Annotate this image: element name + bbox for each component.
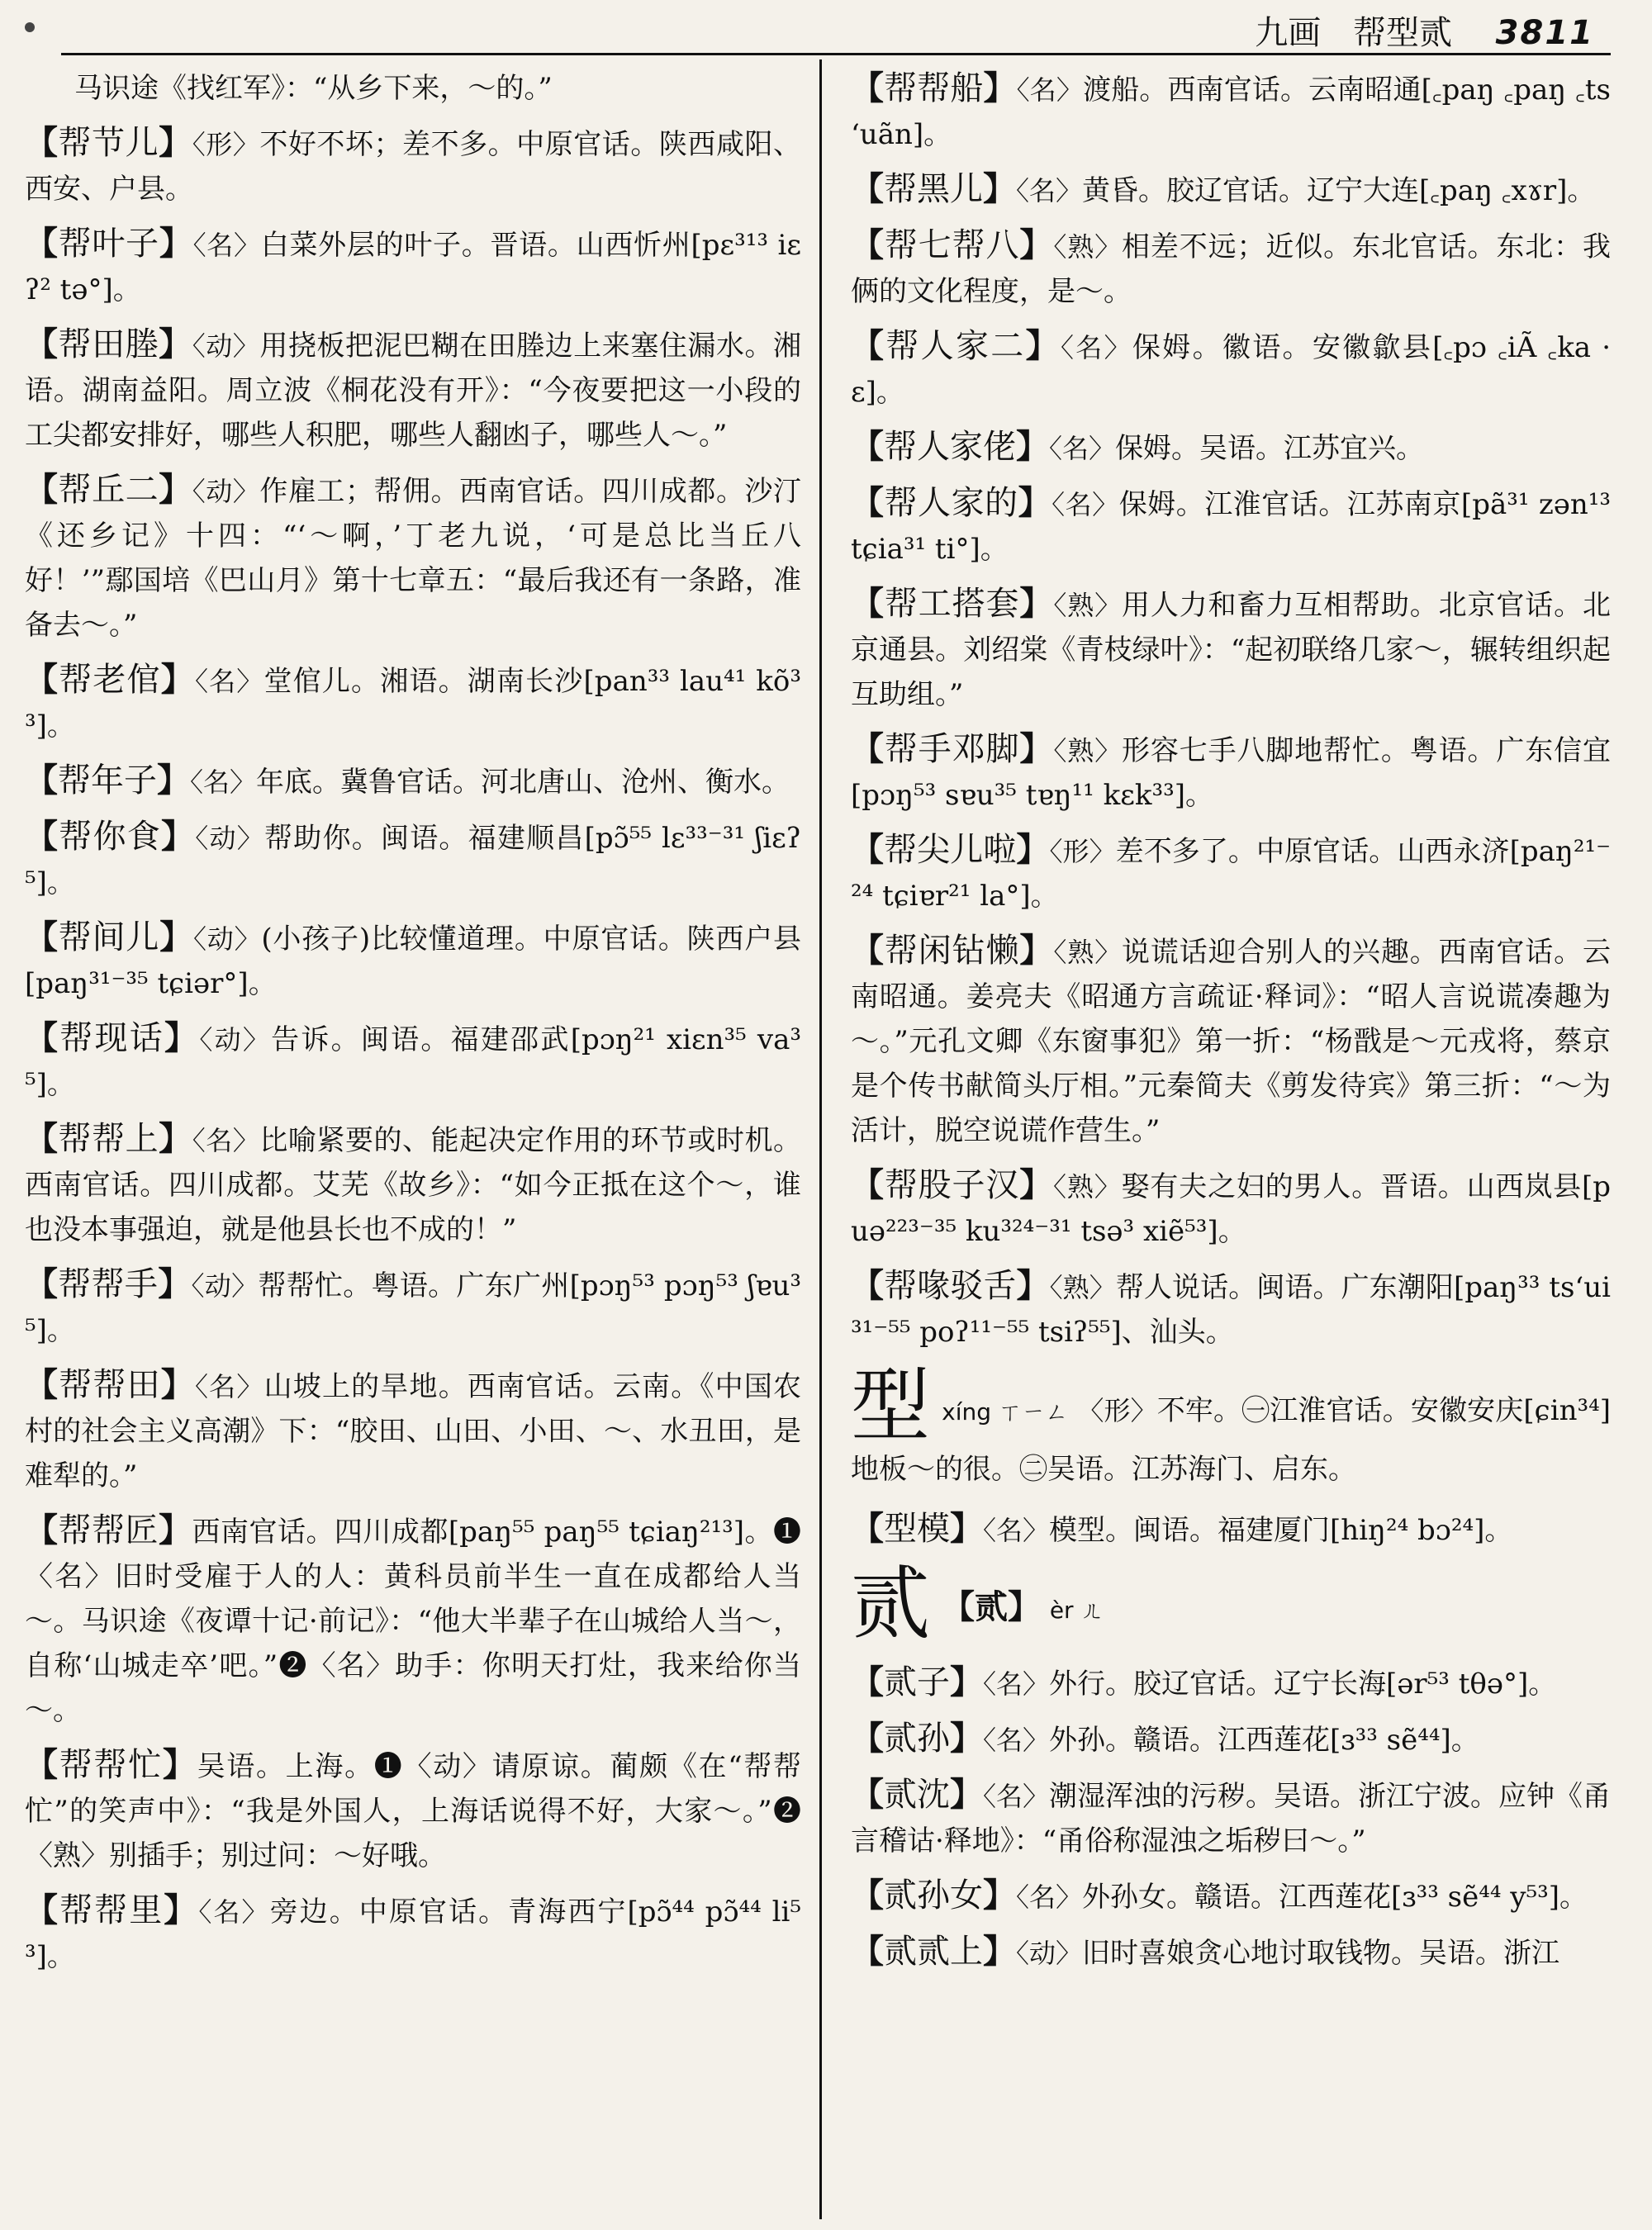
entry-text: 马识途《找红军》：“从乡下来，～的。” <box>74 72 553 105</box>
character-entry-xing <box>851 1359 1611 1492</box>
entry-text: 比喻紧要的、能起决定作用的环节或时机。西南官话。四川成都。艾芜《故乡》：“如今正抵在这个～，谁也没本事强迫，就是他县长也不成的！” <box>25 1124 802 1246</box>
entry-headword: 贰沈 <box>884 1776 950 1814</box>
entry-headword: 帮帮里 <box>59 1891 164 1929</box>
dictionary-entry: 【贰沈】〈名〉潮湿浑浊的污秽。吴语。浙江宁波。应钟《甬言稽诂·释地》：“甬俗称湿浊之垢秽曰～。” <box>851 1775 1612 1858</box>
entry-text: 形容七手八脚地帮忙。粤语。广东信宜[pɔŋ⁵³ sɐu³⁵ tɐŋ¹¹ kɛk³³]。 <box>851 734 1612 812</box>
entry-headword: 帮人家二 <box>885 327 1026 365</box>
entry-headword: 帮帮匠 <box>58 1511 159 1549</box>
entry-headword: 帮手邓脚 <box>884 730 1020 768</box>
dictionary-entry: 【帮喙驳舌】〈熟〉帮人说话。闽语。广东潮阳[paŋ³³ tsʻui³¹⁻⁵⁵ poʔ¹¹⁻⁵⁵ tsiʔ⁵⁵]、汕头。 <box>851 1266 1611 1349</box>
entry-text: 帮人说话。闽语。广东潮阳[paŋ³³ tsʻui³¹⁻⁵⁵ poʔ¹¹⁻⁵⁵ tsiʔ⁵⁵]、汕头。 <box>851 1271 1611 1349</box>
entry-pos: 〈名〉 <box>983 1515 1050 1546</box>
dictionary-entry: 【帮你食】〈动〉帮助你。闽语。福建顺昌[pɔ̃⁵⁵ lɛ³³⁻³¹ ʃiɛʔ⁵]。 <box>25 817 801 899</box>
entry-headword: 帮现话 <box>59 1019 165 1057</box>
dictionary-entry: 【帮尖儿啦】〈形〉差不多了。中原官话。山西永济[paŋ²¹⁻²⁴ tɕiɐr²¹ la°]。 <box>851 830 1612 913</box>
entry-pos: 〈熟〉 <box>1053 1171 1122 1203</box>
header-chars: 帮型贰 <box>1352 14 1452 52</box>
dictionary-entry: 【贰贰上】〈动〉旧时喜娘贪心地讨取钱物。吴语。浙江 <box>851 1932 1560 1971</box>
entry-pos: 〈形〉 <box>1077 1395 1157 1426</box>
entry-pos: 〈动〉 <box>195 823 264 854</box>
entry-pos: 〈熟〉 <box>1053 590 1122 621</box>
dictionary-entry: 【帮黑儿】〈名〉黄昏。胶辽官话。辽宁大连[꜀paŋ ꜀xɤr]。 <box>851 169 1596 208</box>
entry-headword: 帮节儿 <box>58 124 159 162</box>
entry-text: 不牢。㊀江淮官话。安徽安庆[ɕin³⁴]地板～的很。㊁吴语。江苏海门、启东。 <box>851 1394 1611 1486</box>
entry-pos: 〈名〉 <box>1016 74 1084 106</box>
dictionary-entry: 【型模】〈名〉模型。闽语。福建厦门[hiŋ²⁴ bɔ²⁴]。 <box>851 1509 1513 1548</box>
header-rule <box>61 53 1611 55</box>
entry-text: 保姆。江淮官话。江苏南京[pã³¹ zən¹³ tɕia³¹ ti°]。 <box>851 488 1612 566</box>
entry-headword: 贰孙 <box>884 1720 950 1758</box>
left-column <box>25 66 801 1989</box>
entry-pos: 〈形〉 <box>1049 836 1116 867</box>
character-variant: 贰 <box>975 1587 1008 1626</box>
entry-headword: 帮你食 <box>59 818 161 856</box>
page-header <box>1255 7 1594 54</box>
dictionary-entry: 【帮人家的】〈名〉保姆。江淮官话。江苏南京[pã³¹ zən¹³ tɕia³¹ ti°]。 <box>851 483 1612 566</box>
entry-headword: 帮田塍 <box>58 325 159 363</box>
column-divider <box>819 59 822 2219</box>
entry-text: 保姆。徽语。安徽歙县[꜀pɔ ꜀iÃ ꜀ka ·ɛ]。 <box>851 331 1611 409</box>
dictionary-entry: 【帮人家佬】〈名〉保姆。吴语。江苏宜兴。 <box>851 427 1425 466</box>
entry-pos: 〈名〉 <box>190 766 257 798</box>
entry-pos: 〈名〉 <box>1051 489 1119 520</box>
entry-headword: 帮帮上 <box>58 1120 159 1158</box>
entry-text: 外孙。赣语。江西莲花[ɜ³³ sẽ⁴⁴]。 <box>1049 1724 1479 1757</box>
entry-headword: 帮尖儿啦 <box>884 831 1017 869</box>
entry-headword: 帮七帮八 <box>884 226 1020 264</box>
entry-pos: 〈名〉 <box>194 1371 264 1402</box>
entry-headword: 帮间儿 <box>58 918 160 956</box>
entry-text: 帮帮忙。粤语。广东广州[pɔŋ⁵³ pɔŋ⁵³ ʃɐu³⁵]。 <box>25 1269 802 1347</box>
entry-text: 山坡上的旱地。西南官话。云南。《中国农村的社会主义高潮》下：“胶田、山田、小田、～、水丑田，是难犁的。” <box>25 1370 802 1492</box>
header-section: 九画 <box>1255 14 1322 52</box>
entry-headword: 帮黑儿 <box>884 170 983 208</box>
entry-continuation <box>25 66 801 111</box>
entry-headword: 型模 <box>884 1510 950 1548</box>
entry-headword: 帮帮船 <box>884 69 984 107</box>
entry-text: 用挠板把泥巴糊在田塍边上来塞住漏水。湘语。湖南益阳。周立波《桐花没有开》：“今夜要把这一小段的工尖都安排好，哪些人积肥，哪些人翻凼子，哪些人～。” <box>25 330 802 452</box>
entry-pos: 〈动〉 <box>199 1024 272 1056</box>
entry-text: 年底。冀鲁官话。河北唐山、沧州、衡水。 <box>256 766 790 799</box>
entry-headword: 帮喙驳舌 <box>884 1267 1017 1305</box>
dictionary-entry: 【帮田塍】〈动〉用挠板把泥巴糊在田塍边上来塞住漏水。湘语。湖南益阳。周立波《桐花没有开》：“今夜要把这一小段的工尖都安排好，哪些人积肥，哪些人翻凼子，哪些人～。” <box>25 325 802 452</box>
dictionary-entry: 【帮七帮八】〈熟〉相差不远；近似。东北官话。东北：我俩的文化程度，是～。 <box>851 225 1612 308</box>
entry-headword: 帮股子汉 <box>884 1166 1020 1204</box>
dictionary-entry: 【贰孙女】〈名〉外孙女。赣语。江西莲花[ɜ³³ sẽ⁴⁴ y⁵³]。 <box>851 1876 1588 1914</box>
headword-character: 型 <box>851 1359 931 1452</box>
entry-text: 保姆。吴语。江苏宜兴。 <box>1115 432 1425 465</box>
entry-headword: 帮人家的 <box>884 484 1018 522</box>
right-column <box>851 66 1611 1986</box>
entry-pos: 〈名〉 <box>192 1125 260 1156</box>
entry-headword: 帮叶子 <box>58 225 159 263</box>
entry-headword: 帮帮手 <box>58 1265 159 1303</box>
entry-pos: 〈熟〉 <box>1053 735 1122 766</box>
entry-headword: 帮老倌 <box>59 661 161 699</box>
entry-headword: 帮工搭套 <box>884 585 1020 623</box>
entry-pos: 〈形〉 <box>192 129 260 160</box>
dictionary-entry: 【帮手邓脚】〈熟〉形容七手八脚地帮忙。粤语。广东信宜[pɔŋ⁵³ sɐu³⁵ tɐŋ¹¹ kɛk³³]。 <box>851 729 1612 812</box>
entry-headword: 贰孙女 <box>884 1877 983 1914</box>
dictionary-entry: 【帮帮忙】吴语。上海。❶〈动〉请原谅。蔺颇《在“帮帮忙”的笑声中》：“我是外国人，上海话说得不好，大家～。”❷〈熟〉别插手；别过问：～好哦。 <box>25 1745 802 1872</box>
dictionary-entry: 【帮老倌】〈名〉堂倌儿。湘语。湖南长沙[pan³³ lau⁴¹ kõ³³]。 <box>25 660 801 743</box>
entry-text: 外行。胶辽官话。辽宁长海[ər⁵³ tθə°]。 <box>1049 1668 1557 1701</box>
entry-headword: 帮帮忙 <box>59 1746 163 1784</box>
entry-text: 不好不坏；差不多。中原官话。陕西咸阳、西安、户县。 <box>25 128 802 206</box>
entry-pos: 〈熟〉 <box>1049 1272 1116 1303</box>
dictionary-entry: 【帮帮上】〈名〉比喻紧要的、能起决定作用的环节或时机。西南官话。四川成都。艾芜《故乡》：“如今正抵在这个～，谁也没本事强迫，就是他县长也不成的！” <box>25 1119 802 1246</box>
entry-headword: 贰子 <box>884 1663 950 1701</box>
dictionary-entry: 【帮间儿】〈动〉(小孩子)比较懂道理。中原官话。陕西户县[paŋ³¹⁻³⁵ tɕiər°]。 <box>25 918 801 1000</box>
entry-headword: 贰贰上 <box>884 1933 983 1971</box>
entry-text: 旧时喜娘贪心地讨取钱物。吴语。浙江 <box>1082 1937 1560 1970</box>
entry-headword: 帮人家佬 <box>884 428 1016 466</box>
dictionary-entry: 【帮人家二】〈名〉保姆。徽语。安徽歙县[꜀pɔ ꜀iÃ ꜀ka ·ɛ]。 <box>851 326 1611 409</box>
dictionary-entry: 【帮股子汉】〈熟〉娶有夫之妇的男人。晋语。山西岚县[puə²²³⁻³⁵ ku³²⁴⁻³¹ tsə³ xiẽ⁵³]。 <box>851 1165 1612 1248</box>
dictionary-entry: 【帮帮里】〈名〉旁边。中原官话。青海西宁[pɔ̃⁴⁴ pɔ̃⁴⁴ li⁵³]。 <box>25 1891 801 1973</box>
entry-pos: 〈名〉 <box>983 1668 1050 1700</box>
dictionary-entry: 【帮帮船】〈名〉渡船。西南官话。云南昭通[꜀paŋ ꜀paŋ ꜀tsʻuãn]。 <box>851 69 1612 151</box>
entry-text: 吴语。上海。❶〈动〉请原谅。蔺颇《在“帮帮忙”的笑声中》：“我是外国人，上海话说得不好，大家～。”❷〈熟〉别插手；别过问：～好哦。 <box>25 1750 802 1872</box>
entry-text: 黄昏。胶辽官话。辽宁大连[꜀paŋ ꜀xɤr]。 <box>1082 174 1596 207</box>
entry-text: 渡船。西南官话。云南昭通[꜀paŋ ꜀paŋ ꜀tsʻuãn]。 <box>851 74 1612 151</box>
headword-character: 贰 <box>851 1558 930 1650</box>
entry-pos: 〈名〉 <box>1016 175 1083 206</box>
entry-text: 用人力和畜力互相帮助。北京官话。北京通县。刘绍棠《青枝绿叶》：“起初联络几家～，辗转组织起互助组。” <box>851 589 1612 711</box>
entry-pos: 〈动〉 <box>192 330 260 362</box>
entry-pos: 〈名〉 <box>1060 332 1132 363</box>
character-pinyin: xíng ㄒㄧㄥ <box>942 1398 1069 1426</box>
entry-text: 模型。闽语。福建厦门[hiŋ²⁴ bɔ²⁴]。 <box>1049 1514 1513 1547</box>
entry-pos: 〈名〉 <box>983 1725 1050 1756</box>
dictionary-entry: 【帮闲钻懒】〈熟〉说谎话迎合别人的兴趣。西南官话。云南昭通。姜亮夫《昭通方言疏证·释词》：“昭人言说谎凑趣为～。”元孔文卿《东窗事犯》第一折：“杨戬是～元戎将，蔡京是个传书献简头厅相。”元秦简夫《剪发待宾》第三折：“～为活计，脱空说谎作营生。” <box>851 931 1612 1147</box>
character-entry-er: 贰 【贰】 èr ㄦ <box>851 1558 1104 1650</box>
entry-pos: 〈名〉 <box>194 666 264 697</box>
dictionary-entry: 【帮帮手】〈动〉帮帮忙。粤语。广东广州[pɔŋ⁵³ pɔŋ⁵³ ʃɐu³⁵]。 <box>25 1264 802 1347</box>
entry-text: (小孩子)比较懂道理。中原官话。陕西户县[paŋ³¹⁻³⁵ tɕiər°]。 <box>25 923 801 1000</box>
entry-text: 告诉。闽语。福建邵武[pɔŋ²¹ xiɛn³⁵ va³⁵]。 <box>25 1023 801 1101</box>
entry-text: 差不多了。中原官话。山西永济[paŋ²¹⁻²⁴ tɕiɐr²¹ la°]。 <box>851 835 1612 913</box>
dictionary-entry: 【贰孙】〈名〉外孙。赣语。江西莲花[ɜ³³ sẽ⁴⁴]。 <box>851 1719 1479 1758</box>
entry-pos: 〈名〉 <box>983 1781 1050 1812</box>
entry-pos: 〈名〉 <box>1016 1881 1083 1913</box>
entry-headword: 帮丘二 <box>58 471 159 509</box>
entry-text: 白菜外层的叶子。晋语。山西忻州[pɛ³¹³ iɛʔ² tə°]。 <box>25 229 802 306</box>
entry-pos: 〈熟〉 <box>1053 937 1122 968</box>
entry-pos: 〈熟〉 <box>1053 231 1122 263</box>
dictionary-entry: 【帮丘二】〈动〉作雇工；帮佣。西南官话。四川成都。沙汀《还乡记》十四：“‘～啊，’丁老九说，‘可是总比当丘八好！’”鄢国培《巴山月》第十七章五：“最后我还有一条路，准备去～。” <box>25 470 802 642</box>
dictionary-entry: 【帮节儿】〈形〉不好不坏；差不多。中原官话。陕西咸阳、西安、户县。 <box>25 123 802 206</box>
dictionary-entry: 【帮帮匠】西南官话。四川成都[paŋ⁵⁵ paŋ⁵⁵ tɕiaŋ²¹³]。❶〈名〉旧时受雇于人的人：黄科员前半生一直在成都给人当～。马识途《夜谭十记·前记》：“他大半辈子在山城给人当～，自称‘山城走卒’吧。”❷〈名〉助手：你明天打灶，我来给你当～。 <box>25 1511 802 1727</box>
dictionary-entry: 【帮现话】〈动〉告诉。闽语。福建邵武[pɔŋ²¹ xiɛn³⁵ va³⁵]。 <box>25 1018 801 1101</box>
dictionary-entry: 【帮帮田】〈名〉山坡上的旱地。西南官话。云南。《中国农村的社会主义高潮》下：“胶田、山田、小田、～、水丑田，是难犁的。” <box>25 1365 802 1492</box>
entry-pos: 〈名〉 <box>1049 433 1116 464</box>
entry-text: 潮湿浑浊的污秽。吴语。浙江宁波。应钟《甬言稽诂·释地》：“甬俗称湿浊之垢秽曰～。” <box>851 1780 1612 1858</box>
dictionary-entry: 【贰子】〈名〉外行。胶辽官话。辽宁长海[ər⁵³ tθə°]。 <box>851 1663 1557 1701</box>
dictionary-entry: 【帮年子】〈名〉年底。冀鲁官话。河北唐山、沧州、衡水。 <box>25 761 790 799</box>
entry-headword: 帮闲钻懒 <box>884 932 1020 970</box>
entry-pos: 〈动〉 <box>1016 1938 1083 1969</box>
entry-pos: 〈名〉 <box>192 230 261 261</box>
entry-text: 西南官话。四川成都[paŋ⁵⁵ paŋ⁵⁵ tɕiaŋ²¹³]。❶〈名〉旧时受雇于人的人：黄科员前半生一直在成都给人当～。马识途《夜谭十记·前记》：“他大半辈子在山城给人当～，自称‘山城走卒’吧。”❷〈名〉助手：你明天打灶，我来给你当～。 <box>25 1516 802 1727</box>
entry-pos: 〈名〉 <box>198 1896 270 1928</box>
entry-text: 娶有夫之妇的男人。晋语。山西岚县[puə²²³⁻³⁵ ku³²⁴⁻³¹ tsə³ xiẽ⁵³]。 <box>851 1170 1612 1248</box>
entry-pos: 〈动〉 <box>191 1270 259 1302</box>
entry-headword: 帮帮田 <box>59 1366 161 1404</box>
character-pinyin: èr ㄦ <box>1049 1597 1104 1624</box>
corner-dot <box>25 20 35 30</box>
entry-text: 堂倌儿。湘语。湖南长沙[pan³³ lau⁴¹ kõ³³]。 <box>25 665 801 743</box>
entry-text: 相差不远；近似。东北官话。东北：我俩的文化程度，是～。 <box>851 230 1612 308</box>
dictionary-entry: 【帮叶子】〈名〉白菜外层的叶子。晋语。山西忻州[pɛ³¹³ iɛʔ² tə°]。 <box>25 224 802 306</box>
page-number: 3811 <box>1495 14 1594 52</box>
entry-pos: 〈动〉 <box>192 476 260 507</box>
entry-text: 说谎话迎合别人的兴趣。西南官话。云南昭通。姜亮夫《昭通方言疏证·释词》：“昭人言说谎凑趣为～。”元孔文卿《东窗事犯》第一折：“杨戬是～元戎将，蔡京是个传书献简头厅相。”元秦简夫《剪发待宾》第三折：“～为活计，脱空说谎作营生。” <box>851 936 1612 1147</box>
entry-headword: 帮年子 <box>58 762 157 799</box>
entry-text: 作雇工；帮佣。西南官话。四川成都。沙汀《还乡记》十四：“‘～啊，’丁老九说，‘可是总比当丘八好！’”鄢国培《巴山月》第十七章五：“最后我还有一条路，准备去～。” <box>25 475 802 642</box>
dictionary-entry: 【帮工搭套】〈熟〉用人力和畜力互相帮助。北京官话。北京通县。刘绍棠《青枝绿叶》：“起初联络几家～，辗转组织起互助组。” <box>851 584 1612 711</box>
entry-text: 帮助你。闽语。福建顺昌[pɔ̃⁵⁵ lɛ³³⁻³¹ ʃiɛʔ⁵]。 <box>25 822 801 899</box>
entry-pos: 〈动〉 <box>192 923 262 955</box>
entry-text: 外孙女。赣语。江西莲花[ɜ³³ sẽ⁴⁴ y⁵³]。 <box>1082 1881 1588 1914</box>
entry-text: 旁边。中原官话。青海西宁[pɔ̃⁴⁴ pɔ̃⁴⁴ li⁵³]。 <box>25 1896 801 1973</box>
